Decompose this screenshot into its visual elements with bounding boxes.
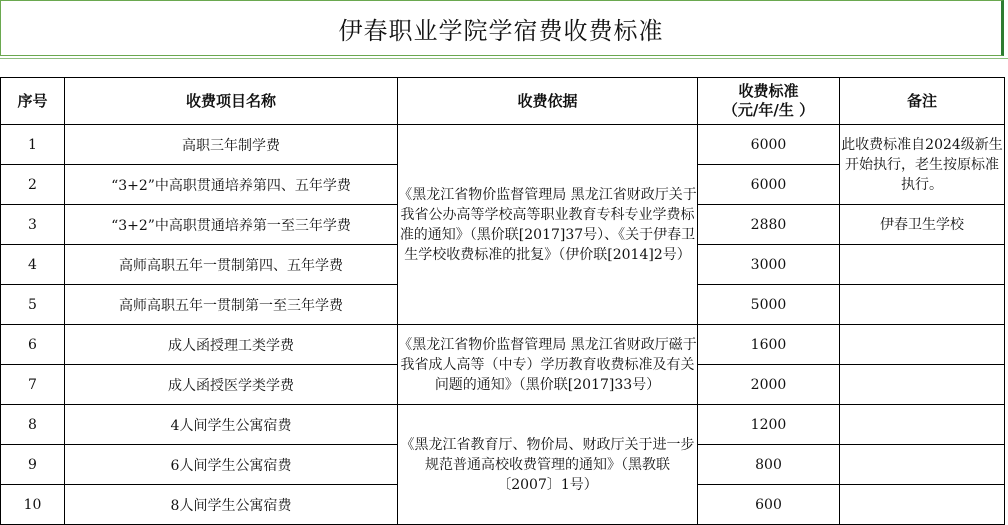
- table-header-row: [1, 78, 1005, 125]
- row-seq: 8: [1, 405, 65, 445]
- row-seq: 5: [1, 285, 65, 325]
- row-standard: 1600: [698, 325, 840, 365]
- row-standard: 800: [698, 445, 840, 485]
- table-row: [1, 325, 1005, 365]
- note-empty: [840, 445, 1005, 485]
- row-item: 8人间学生公寓宿费: [65, 485, 398, 525]
- header-standard: [698, 78, 840, 125]
- row-standard: 3000: [698, 245, 840, 285]
- basis-group-1: 《黑龙江省物价监督管理局 黑龙江省财政厅关于我省公办高等学校高等职业教育专科专业学费标准的通知》（黑价联[2017]37号）、《关于伊春卫生学校收费标准的批复》（伊价联[2014]2号）: [398, 125, 698, 325]
- row-seq: 1: [1, 125, 65, 165]
- row-item: “3+2”中高职贯通培养第一至三年学费: [65, 205, 398, 245]
- row-standard: 6000: [698, 165, 840, 205]
- row-standard: 2000: [698, 365, 840, 405]
- note-health-school: 伊春卫生学校: [840, 205, 1005, 245]
- table-row: [1, 125, 1005, 165]
- header-note: 备注: [840, 78, 1005, 125]
- header-basis: 收费依据: [398, 78, 698, 125]
- row-standard: 1200: [698, 405, 840, 445]
- row-standard: 2880: [698, 205, 840, 245]
- row-item: 高师高职五年一贯制第四、五年学费: [65, 245, 398, 285]
- row-seq: 4: [1, 245, 65, 285]
- row-seq: 7: [1, 365, 65, 405]
- row-item: 4人间学生公寓宿费: [65, 405, 398, 445]
- table-row: [1, 405, 1005, 445]
- row-item: 成人函授理工类学费: [65, 325, 398, 365]
- note-empty: [840, 485, 1005, 525]
- basis-group-2: 《黑龙江省物价监督管理局 黑龙江省财政厅磁于我省成人高等（中专）学历教育收费标准及有关问题的通知》（黑价联[2017]33号）: [398, 325, 698, 405]
- row-item: 高职三年制学费: [65, 125, 398, 165]
- note-empty: [840, 365, 1005, 405]
- row-item: 6人间学生公寓宿费: [65, 445, 398, 485]
- fee-table: [0, 77, 1005, 525]
- row-seq: 6: [1, 325, 65, 365]
- header-standard-line2: （元/年/生 ）: [722, 101, 815, 119]
- note-empty: [840, 245, 1005, 285]
- divider: [0, 58, 1008, 59]
- row-standard: 6000: [698, 125, 840, 165]
- note-new-students: 此收费标准自2024级新生开始执行，老生按原标准执行。: [840, 125, 1005, 205]
- row-seq: 2: [1, 165, 65, 205]
- row-seq: 3: [1, 205, 65, 245]
- header-standard-line1: 收费标准: [738, 82, 799, 100]
- row-item: 成人函授医学类学费: [65, 365, 398, 405]
- row-item: 高师高职五年一贯制第一至三年学费: [65, 285, 398, 325]
- basis-group-3: 《黑龙江省教育厅、物价局、财政厅关于进一步规范普通高校收费管理的通知》（黑教联〔2007〕1号）: [398, 405, 698, 525]
- header-item: 收费项目名称: [65, 78, 398, 125]
- row-seq: 10: [1, 485, 65, 525]
- row-item: “3+2”中高职贯通培养第四、五年学费: [65, 165, 398, 205]
- header-seq: 序号: [1, 78, 65, 125]
- title-bar: [0, 0, 1004, 56]
- note-empty: [840, 325, 1005, 365]
- row-standard: 600: [698, 485, 840, 525]
- row-standard: 5000: [698, 285, 840, 325]
- page-title: 伊春职业学院学宿费收费标准: [338, 17, 664, 45]
- note-empty: [840, 405, 1005, 445]
- row-seq: 9: [1, 445, 65, 485]
- note-empty: [840, 285, 1005, 325]
